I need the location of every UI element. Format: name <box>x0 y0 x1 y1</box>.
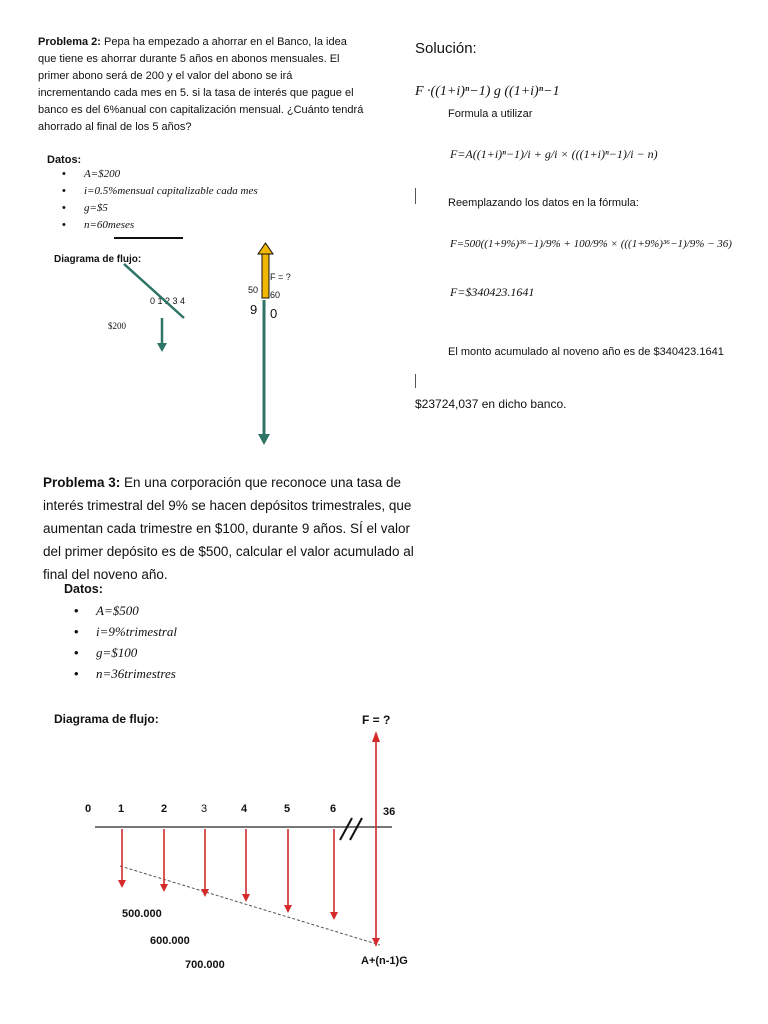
result: F=$340423.1641 <box>450 285 535 299</box>
problem2-f-label: F = ? <box>270 272 291 282</box>
amount-label: 700.000 <box>185 959 225 971</box>
solution-title: Solución: <box>415 40 477 57</box>
datos-item: • n=60meses <box>62 217 258 234</box>
deposit-arrows <box>118 829 338 920</box>
problem3-datos-title: Datos: <box>64 582 103 596</box>
datos-item: • n=36trimestres <box>74 663 177 684</box>
last-deposit-label: A+(n-1)G <box>361 955 408 967</box>
datos-item: • A=$500 <box>74 600 177 621</box>
problem2-heading: Problema 2: <box>38 36 101 48</box>
f-arrow-head <box>372 731 380 742</box>
yellow-up-arrow <box>262 252 269 298</box>
deposit-arrow-head <box>242 894 250 902</box>
deposit-arrow-head <box>157 343 167 352</box>
problem2-right-60: 60 <box>270 290 281 300</box>
deposit-arrow-head <box>330 912 338 920</box>
datos-item: • A=$200 <box>62 166 258 183</box>
problem3-text: En una corporación que reconoce una tasa de interés trimestral del 9% se hacen depósitos trimestrales, que aumentan cada trimestre en $100, durante 9 años. SÍ el valor del primer depósito es de $500, calcular el valor acumulado al final del noveno año. <box>43 475 414 582</box>
problem2-text: Pepa ha empezado a ahorrar en el Banco, la idea que tiene es ahorrar durante 5 años en abonos mensuales. El primer abono será de 200 y el valor del abono se irá incrementando cada mes en 5. si la tasa de interés que pague el banco es del 6%anual con capitalización mensual. ¿Cuánto tendrá ahorrado al final de los 5 años? <box>38 36 364 133</box>
deposit-arrow-head <box>160 884 168 892</box>
formula-label: Formula a utilizar <box>448 108 533 120</box>
period-label: 2 <box>161 803 168 815</box>
problem3-f-label: F = ? <box>362 713 391 727</box>
problem3-heading: Problema 3: <box>43 475 121 490</box>
problem2-amount: $200 <box>108 321 126 331</box>
gradient-dashed-line <box>120 866 380 945</box>
break-mark <box>340 818 352 840</box>
period-label: 1 <box>118 803 125 815</box>
conclusion: El monto acumulado al noveno año es de $340423.1641 <box>448 346 724 358</box>
problem3-flujo-title: Diagrama de flujo: <box>54 712 159 726</box>
amount-label: 600.000 <box>150 935 190 947</box>
datos-item: • g=$100 <box>74 642 177 663</box>
deposit-arrow-head <box>284 905 292 913</box>
period-label: 3 <box>201 803 208 815</box>
amount-label: 500.000 <box>122 908 162 920</box>
problem2-datos-title: Datos: <box>47 154 82 166</box>
green-arrow-head <box>258 434 270 445</box>
period-label: 0 <box>85 803 92 815</box>
period-label: 6 <box>330 803 337 815</box>
stray-text: $23724,037 en dicho banco. <box>415 397 567 411</box>
problem2-nine: 9 <box>250 302 258 317</box>
period-label: 5 <box>284 803 291 815</box>
deposit-arrow-head <box>118 880 126 888</box>
break-mark <box>350 818 362 840</box>
problem2-flujo-title: Diagrama de flujo: <box>54 254 142 265</box>
period-label: 4 <box>241 803 248 815</box>
solution-top-equation: F ·((1+i)ⁿ−1) g ((1+i)ⁿ−1 <box>415 84 560 99</box>
datos-item: • g=$5 <box>62 200 258 217</box>
replace-label: Reemplazando los datos en la fórmula: <box>448 197 639 209</box>
datos-item: • i=0.5%mensual capitalizable cada mes <box>62 183 258 200</box>
diagonal-line <box>124 264 184 318</box>
problem2-zero: 0 <box>270 306 278 321</box>
replaced-formula: F=500((1+9%)³⁶−1)/9% + 100/9% × (((1+9%)³⁶−1)/9% − 36) <box>450 238 732 250</box>
yellow-arrow-head <box>258 243 273 254</box>
problem2-ticks: 0 1 2 3 4 <box>150 296 186 306</box>
problem2-left-50: 50 <box>248 285 259 295</box>
formula: F=A((1+i)ⁿ−1)/i + g/i × (((1+i)ⁿ−1)/i − n) <box>450 147 658 161</box>
datos-item: • i=9%trimestral <box>74 621 177 642</box>
period-label: 36 <box>383 806 396 818</box>
